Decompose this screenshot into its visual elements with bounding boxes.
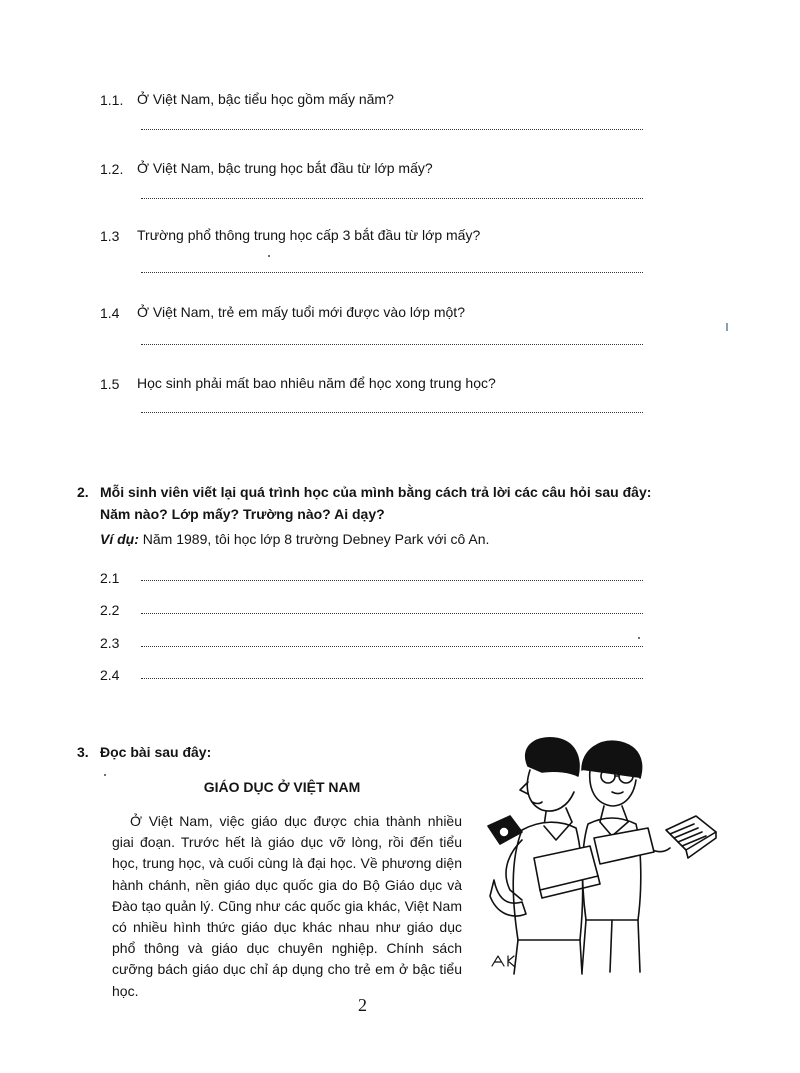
question-text: Ở Việt Nam, trẻ em mấy tuổi mới được vào lớp một? xyxy=(137,304,465,320)
passage xyxy=(112,811,462,1002)
question-number: 1.3 xyxy=(100,228,120,244)
artist-signature-text: AK xyxy=(522,967,525,969)
page-number: 2 xyxy=(358,995,367,1015)
example-text: Năm 1989, tôi học lớp 8 trường Debney Park với cô An. xyxy=(138,531,490,547)
scan-speck xyxy=(726,323,728,331)
scan-speck xyxy=(268,255,270,257)
answer-line[interactable] xyxy=(141,272,643,273)
section-instruction: Đọc bài sau đây: xyxy=(100,744,212,760)
answer-number: 2.2 xyxy=(100,602,120,618)
question-number: 1.2. xyxy=(100,161,124,177)
answer-line[interactable] xyxy=(141,129,643,130)
answer-line[interactable] xyxy=(141,613,643,614)
artist-signature-mark xyxy=(492,956,515,967)
question-text: Ở Việt Nam, bậc tiểu học gồm mấy năm? xyxy=(137,91,394,107)
section-number: 3. xyxy=(77,744,89,760)
answer-line[interactable] xyxy=(141,412,643,413)
answer-number: 2.1 xyxy=(100,570,120,586)
question-text: Trường phổ thông trung học cấp 3 bắt đầu từ lớp mấy? xyxy=(137,227,481,243)
example-lead: Ví dụ: xyxy=(100,531,139,547)
passage-text: Ở Việt Nam, việc giáo dục được chia thành nhiều giai đoạn. Trước hết là giáo dục vỡ lòng, rồi đến tiểu học, trung học, và cuối cùng là đại học. Về phương diện hành chánh, nền giáo dục quốc gia do Bộ Giáo dục và Đào tạo quản lý. Cũng như các quốc gia khác, Việt Nam có nhiều hình thức giáo dục khác nhau như giáo dục phổ thông và giáo dục chuyên nghiệp. Chính sách cưỡng bách giáo dục chỉ áp dụng cho trẻ em ở bậc tiểu học. xyxy=(112,813,462,999)
students-illustration xyxy=(470,730,720,980)
answer-line[interactable] xyxy=(141,580,643,581)
answer-number: 2.3 xyxy=(100,635,120,651)
scan-speck xyxy=(638,637,640,639)
question-number: 1.1. xyxy=(100,92,124,108)
answer-line[interactable] xyxy=(141,678,643,679)
question-number: 1.4 xyxy=(100,305,120,321)
answer-line[interactable] xyxy=(141,646,643,647)
answer-line[interactable] xyxy=(141,198,643,199)
passage-title: GIÁO DỤC Ở VIỆT NAM xyxy=(203,779,361,795)
answer-number: 2.4 xyxy=(100,667,120,683)
example xyxy=(100,531,489,547)
section-number: 2. xyxy=(77,484,89,500)
question-text: Ở Việt Nam, bậc trung học bắt đầu từ lớp mấy? xyxy=(137,160,433,176)
question-text: Học sinh phải mất bao nhiêu năm để học xong trung học? xyxy=(137,375,496,391)
scan-speck xyxy=(104,774,106,776)
answer-line[interactable] xyxy=(141,344,643,345)
question-number: 1.5 xyxy=(100,376,120,392)
section-instruction: Mỗi sinh viên viết lại quá trình học của mình bằng cách trả lời các câu hỏi sau đây: Năm nào? Lớp mấy? Trường nào? Ai dạy? xyxy=(100,484,652,522)
